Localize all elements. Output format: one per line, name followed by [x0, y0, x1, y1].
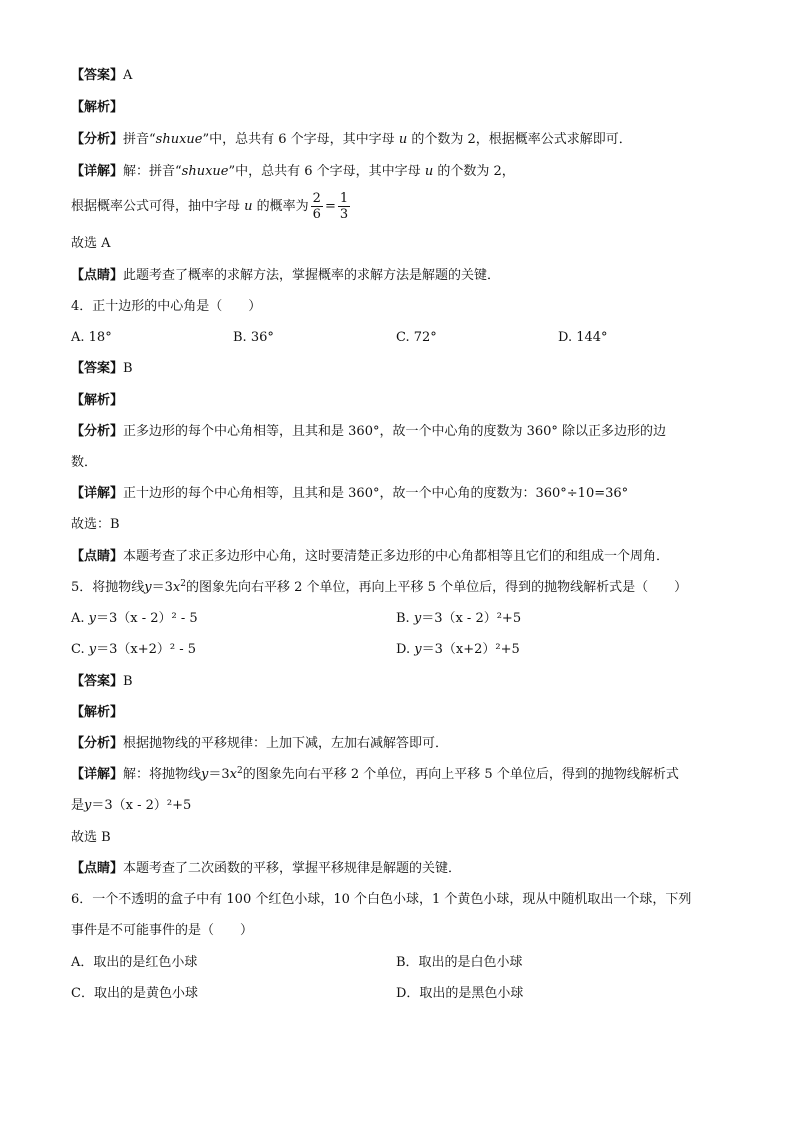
q6-option-c: C．取出的是黄色小球: [71, 986, 198, 1001]
answer-value: B: [123, 674, 133, 689]
q4-option-c: C. 72°: [396, 330, 437, 345]
q4-stem: 4．正十边形的中心角是（ ）: [71, 299, 262, 314]
xiangjie-text: 解：拼音“: [123, 164, 182, 179]
xiangjie-text: 的图象先向右平移 2 个单位，再向上平移 5 个单位后，得到的抛物线解析式: [242, 767, 679, 782]
fenxi-tag: 【分析】: [71, 736, 124, 751]
q4-fenxi-line1: [71, 423, 666, 441]
q6-option-a: A．取出的是红色小球: [71, 955, 198, 970]
analysis-tag: 【解析】: [71, 705, 124, 720]
fenxi-tag: 【分析】: [71, 132, 124, 147]
var-x: x: [172, 580, 181, 595]
letter-u: u: [398, 132, 408, 147]
fenxi-text: 的个数为 2，根据概率公式求解即可．: [407, 132, 632, 147]
answer-tag: 【答案】: [71, 68, 124, 83]
option-label: A.: [71, 611, 85, 626]
q3-choice: 故选 A: [71, 236, 111, 251]
prob-text: 根据概率公式可得，抽中字母: [71, 199, 245, 214]
fraction-denominator: 3: [339, 207, 349, 222]
prob-text: 的概率为: [252, 199, 309, 214]
xiangjie-text: 正十边形的每个中心角相等，且其和是 360°，故一个中心角的度数为：360°÷10=36°: [123, 486, 629, 501]
q5-option-a: [71, 610, 198, 628]
dianjing-tag: 【点睛】: [71, 268, 124, 283]
fenxi-text: ”中，总共有 6 个字母，其中字母: [202, 132, 399, 147]
q4-dianjing: [71, 548, 669, 566]
q3-fenxi: [71, 131, 632, 149]
q4-analysis-heading: [71, 392, 123, 410]
q5-answer: [71, 673, 133, 691]
xiangjie-expr: ＝3（x - 2）²+5: [91, 798, 192, 813]
option-label: C.: [71, 642, 85, 657]
xiangjie-tag: 【详解】: [71, 164, 124, 179]
answer-value: B: [123, 361, 133, 376]
fenxi-text: 根据抛物线的平移规律：上加下减，左加右减解答即可．: [123, 736, 449, 751]
var-y: y: [144, 580, 152, 595]
dianjing-text: 本题考查了二次函数的平移，掌握平移规律是解题的关键．: [123, 861, 462, 876]
xiangjie-text: ”中，总共有 6 个字母，其中字母: [228, 164, 425, 179]
formula-part: ＝3: [151, 580, 173, 595]
word-shuxue: shuxue: [181, 164, 229, 179]
xiangjie-tag: 【详解】: [71, 486, 124, 501]
q4-option-d: D. 144°: [558, 330, 608, 345]
q3-probability-line: [71, 190, 352, 224]
var-y: y: [88, 611, 97, 626]
fraction-1-3: [338, 191, 350, 222]
q5-xiangjie-line1: [71, 766, 679, 784]
option-expr: ＝3（x+2）²+5: [421, 642, 520, 657]
var-y: y: [414, 642, 422, 657]
exponent: 2: [180, 579, 186, 589]
fraction-numerator: 2: [312, 191, 321, 206]
fraction-numerator: 1: [339, 191, 349, 206]
stem-text: 5．将抛物线: [71, 580, 145, 595]
xiangjie-text: 的个数为 2，: [433, 164, 515, 179]
option-expr: ＝3（x+2）² - 5: [96, 642, 197, 657]
q3-answer: [71, 67, 132, 85]
analysis-tag: 【解析】: [71, 393, 124, 408]
q4-option-a: A. 18°: [71, 330, 112, 345]
equals-sign: =: [324, 199, 336, 214]
var-y: y: [201, 767, 209, 782]
q4-option-b: B. 36°: [233, 330, 274, 345]
xiangjie-text: 解：将抛物线: [123, 767, 202, 782]
var-y: y: [413, 611, 422, 626]
letter-u: u: [244, 199, 253, 214]
var-x: x: [229, 767, 238, 782]
letter-u: u: [424, 164, 434, 179]
q6-stem-line2: 事件是不可能事件的是（ ）: [71, 923, 254, 938]
var-y: y: [84, 798, 92, 813]
option-label: D.: [396, 642, 411, 657]
q5-stem: [71, 579, 687, 597]
q3-analysis-heading: [71, 99, 123, 117]
q4-answer: [71, 360, 133, 378]
var-y: y: [88, 642, 97, 657]
option-label: B.: [396, 611, 410, 626]
dianjing-tag: 【点睛】: [71, 861, 124, 876]
answer-tag: 【答案】: [71, 674, 124, 689]
fraction-2-6: [311, 191, 323, 222]
q3-dianjing: [71, 267, 500, 285]
formula-part: ＝3: [208, 767, 230, 782]
q3-xiangjie: [71, 163, 515, 181]
option-expr: ＝3（x - 2）²+5: [421, 611, 522, 626]
q4-choice: 故选：B: [71, 517, 120, 532]
fenxi-text: 正多边形的每个中心角相等，且其和是 360°，故一个中心角的度数为 360° 除以正多边形的边: [123, 424, 667, 439]
q6-option-d: D．取出的是黑色小球: [396, 986, 524, 1001]
exponent: 2: [237, 766, 243, 776]
fenxi-tag: 【分析】: [71, 424, 124, 439]
q5-analysis-heading: [71, 704, 123, 722]
q6-stem-line1: 6．一个不透明的盒子中有 100 个红色小球，10 个白色小球，1 个黄色小球，现从中随机取出一个球，下列: [71, 892, 692, 907]
q5-xiangjie-line2: [71, 797, 191, 815]
q5-option-b: [396, 610, 521, 628]
q4-xiangjie: [71, 485, 628, 503]
q5-fenxi: [71, 735, 448, 753]
q5-option-c: [71, 641, 196, 659]
stem-text: 的图象先向右平移 2 个单位，再向上平移 5 个单位后，得到的抛物线解析式是（ ）: [186, 580, 688, 595]
option-expr: ＝3（x - 2）² - 5: [96, 611, 198, 626]
q4-fenxi-line2: 数．: [71, 455, 98, 470]
answer-value: A: [123, 68, 133, 83]
xiangjie-tag: 【详解】: [71, 767, 124, 782]
dianjing-tag: 【点睛】: [71, 549, 124, 564]
dianjing-text: 此题考查了概率的求解方法，掌握概率的求解方法是解题的关键．: [123, 268, 501, 283]
answer-tag: 【答案】: [71, 361, 124, 376]
q6-option-b: B．取出的是白色小球: [396, 955, 523, 970]
word-shuxue: shuxue: [155, 132, 203, 147]
fraction-denominator: 6: [312, 207, 321, 222]
xiangjie-text: 是: [71, 798, 85, 813]
q5-choice: 故选 B: [71, 830, 111, 845]
fenxi-text: 拼音“: [123, 132, 156, 147]
analysis-tag: 【解析】: [71, 100, 124, 115]
dianjing-text: 本题考查了求正多边形中心角，这时要清楚正多边形的中心角都相等且它们的和组成一个周角．: [123, 549, 670, 564]
q5-dianjing: [71, 860, 461, 878]
q5-option-d: [396, 641, 520, 659]
